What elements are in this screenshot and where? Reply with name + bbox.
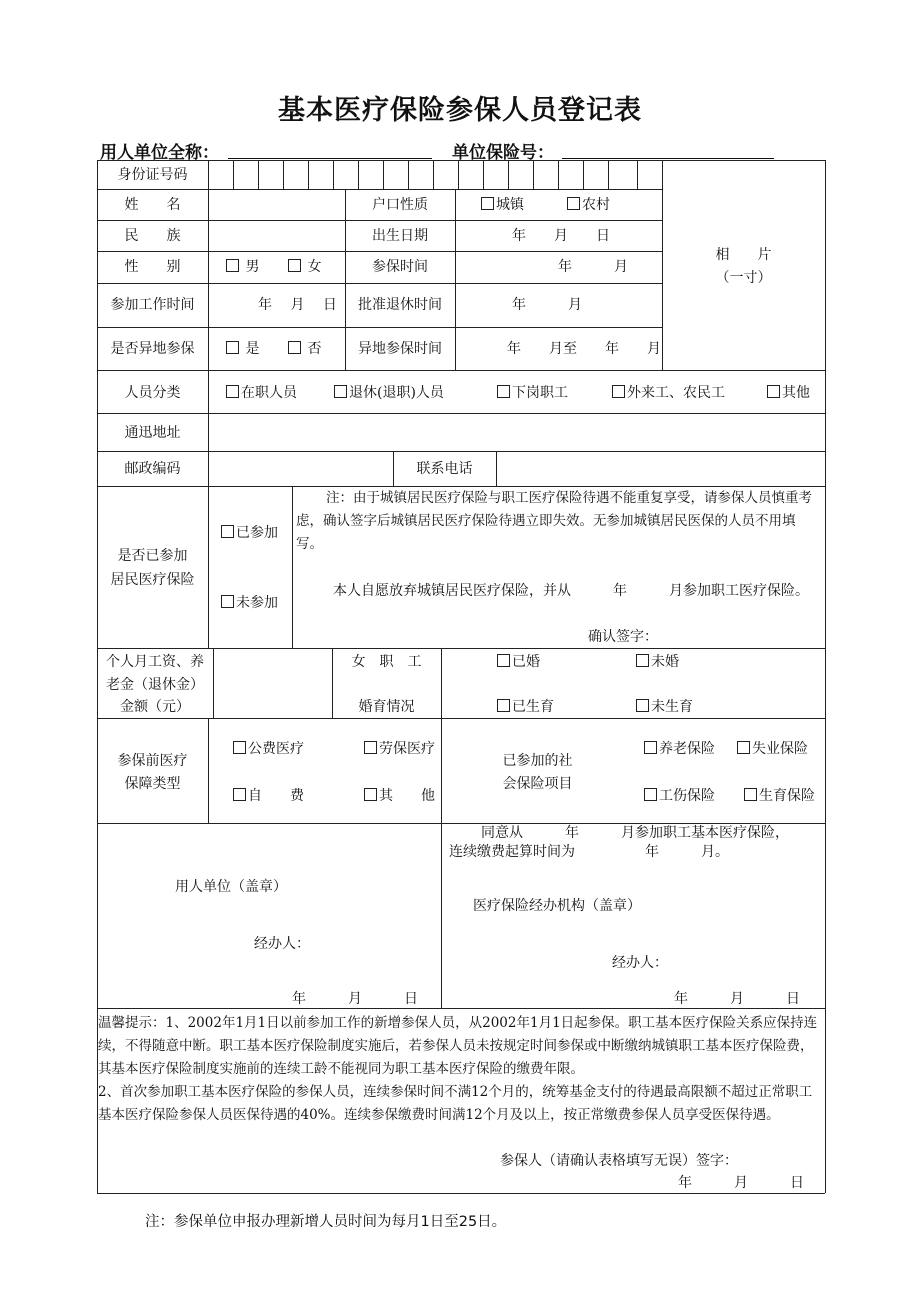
category-active-option[interactable]: 在职人员 bbox=[226, 384, 297, 402]
payment-start-text: 连续缴费起算时间为 年 月。 bbox=[449, 844, 729, 860]
id-digit-divider bbox=[458, 160, 459, 189]
gender-male-option[interactable]: 男 bbox=[226, 258, 259, 276]
married-option[interactable]: 已婚 bbox=[497, 653, 540, 671]
col-line bbox=[441, 648, 442, 1008]
address-field[interactable] bbox=[210, 418, 822, 448]
id-digit-divider bbox=[483, 160, 484, 189]
checkbox-icon bbox=[288, 341, 301, 354]
id-digit-divider bbox=[333, 160, 334, 189]
row-line bbox=[97, 413, 825, 414]
birth-date-label: 出生日期 bbox=[372, 228, 428, 244]
category-other-option[interactable]: 其他 bbox=[767, 384, 810, 402]
id-digit-divider bbox=[608, 160, 609, 189]
checkbox-icon bbox=[221, 525, 234, 538]
insured-time-label: 参保时间 bbox=[372, 259, 428, 275]
injury-insurance-option[interactable]: 工伤保险 bbox=[644, 787, 715, 805]
checkbox-icon bbox=[481, 197, 494, 210]
col-line bbox=[208, 718, 209, 823]
work-start-label: 参加工作时间 bbox=[110, 297, 195, 313]
hukou-rural-option[interactable]: 农村 bbox=[567, 196, 610, 214]
agency-handler-label: 经办人： bbox=[612, 955, 668, 971]
tips-paragraph-1: 温馨提示：1、2002年1月1日以前参加工作的新增参保人员，从2002年1月1日起参保。职工基本医疗保险关系应保持连续，不得随意中断。职工基本医疗保险制度实施后，若参保人员未按规定时间参保或中断缴纳城镇职工基本医疗保险费，其基本医疗保险制度实施前的连续工龄不能视同为职工基本医疗保险的缴费年限。 bbox=[98, 1015, 818, 1077]
col-line bbox=[292, 486, 293, 648]
labor-medical-option[interactable]: 劳保医疗 bbox=[364, 740, 435, 758]
id-number-label: 身份证号码 bbox=[117, 167, 188, 183]
name-label: 姓 名 bbox=[124, 197, 181, 213]
other-coverage-option[interactable]: 其 他 bbox=[364, 787, 435, 805]
checkbox-icon bbox=[233, 788, 246, 801]
insured-time-field[interactable]: 年 月 bbox=[558, 259, 628, 275]
hukou-urban-option[interactable]: 城镇 bbox=[481, 196, 524, 214]
checkbox-icon bbox=[636, 654, 649, 667]
maternity-insurance-option[interactable]: 生育保险 bbox=[744, 787, 815, 805]
remote-insured-label: 是否异地参保 bbox=[110, 341, 195, 357]
id-digit-divider bbox=[258, 160, 259, 189]
postcode-label: 邮政编码 bbox=[124, 461, 181, 477]
checkbox-icon bbox=[497, 699, 510, 712]
hukou-label: 户口性质 bbox=[372, 197, 428, 213]
form-title: 基本医疗保险参保人员登记表 bbox=[278, 95, 642, 126]
waiver-statement: 本人自愿放弃城镇居民医疗保险，并从 年 月参加职工医疗保险。 bbox=[333, 583, 809, 599]
remote-time-field[interactable]: 年 月至 年 月 bbox=[507, 341, 661, 357]
prior-coverage-label-1: 参保前医疗 bbox=[117, 753, 188, 769]
category-migrant-option[interactable]: 外来工、农民工 bbox=[612, 384, 725, 402]
checkbox-icon bbox=[644, 788, 657, 801]
footnote: 注：参保单位申报办理新增人员时间为每月1日至25日。 bbox=[145, 1214, 507, 1230]
id-digit-divider bbox=[637, 160, 638, 189]
id-digit-divider bbox=[433, 160, 434, 189]
agency-seal-label: 医疗保险经办机构（盖章） bbox=[473, 898, 641, 914]
marital-status-label: 婚育情况 bbox=[358, 699, 415, 715]
checkbox-icon bbox=[744, 788, 757, 801]
female-worker-label: 女 职 工 bbox=[351, 654, 422, 670]
agency-sign-date: 年 月 日 bbox=[674, 991, 800, 1007]
col-line bbox=[662, 160, 663, 370]
table-border-bottom bbox=[97, 1193, 825, 1194]
row-line bbox=[97, 220, 662, 221]
remote-time-label: 异地参保时间 bbox=[358, 341, 442, 357]
resident-notice: 注：由于城镇居民医疗保险与职工医疗保险待遇不能重复享受，请参保人员慎重考虑，确认签字后城镇居民医疗保险待遇立即失效。无参加城镇居民医保的人员不用填写。 bbox=[296, 490, 812, 552]
employer-sign-date: 年 月 日 bbox=[292, 991, 418, 1007]
unit-insurance-no-field[interactable] bbox=[562, 158, 774, 159]
checkbox-icon bbox=[221, 595, 234, 608]
tips-paragraph-2: 2、首次参加职工基本医疗保险的参保人员，连续参保时间不满12个月的，统筹基金支付的待遇最高限额不超过正常职工基本医疗保险参保人员医保待遇的40%。连续参保缴费时间满12个月及以上，按正常缴费参保人员享受医保待遇。 bbox=[98, 1084, 813, 1123]
unemployment-insurance-option[interactable]: 失业保险 bbox=[737, 740, 808, 758]
retire-time-field[interactable]: 年 月 bbox=[512, 297, 582, 313]
row-line bbox=[97, 189, 662, 190]
employer-name-label: 用人单位全称： bbox=[100, 143, 219, 163]
row-line bbox=[97, 1008, 825, 1009]
resident-insurance-label-1: 是否已参加 bbox=[117, 548, 188, 564]
id-digit-divider bbox=[583, 160, 584, 189]
checkbox-icon bbox=[233, 741, 246, 754]
ethnicity-label: 民 族 bbox=[124, 228, 181, 244]
checkbox-icon bbox=[767, 385, 780, 398]
checkbox-icon bbox=[226, 341, 239, 354]
category-retired-option[interactable]: 退休(退职)人员 bbox=[334, 384, 444, 402]
prior-coverage-label-2: 保障类型 bbox=[124, 776, 181, 792]
checkbox-icon bbox=[288, 259, 301, 272]
checkbox-icon bbox=[334, 385, 347, 398]
checkbox-icon bbox=[226, 385, 239, 398]
col-line bbox=[208, 486, 209, 648]
public-medical-option[interactable]: 公费医疗 bbox=[233, 740, 304, 758]
col-line bbox=[213, 648, 214, 718]
checkbox-icon bbox=[567, 197, 580, 210]
col-line bbox=[208, 370, 209, 486]
insured-signature-label: 参保人（请确认表格填写无误）签字： bbox=[500, 1153, 738, 1169]
remote-yes-option[interactable]: 是 bbox=[226, 340, 259, 358]
col-line bbox=[208, 160, 209, 370]
employer-name-field[interactable] bbox=[228, 158, 432, 159]
category-laidoff-option[interactable]: 下岗职工 bbox=[497, 384, 568, 402]
confirm-signature-label: 确认签字： bbox=[588, 629, 658, 645]
phone-label: 联系电话 bbox=[416, 461, 473, 477]
checkbox-icon bbox=[364, 741, 377, 754]
address-label: 通迅地址 bbox=[124, 425, 181, 441]
wage-label-1: 个人月工资、养 bbox=[106, 654, 204, 670]
checkbox-icon bbox=[497, 654, 510, 667]
gender-female-option[interactable]: 女 bbox=[288, 258, 321, 276]
id-digit-divider bbox=[533, 160, 534, 189]
photo-size-label: （一寸） bbox=[715, 270, 772, 286]
row-line bbox=[97, 283, 662, 284]
wage-label-3: 金额（元） bbox=[120, 699, 190, 715]
resident-insurance-label-2: 居民医疗保险 bbox=[110, 572, 195, 588]
pension-insurance-option[interactable]: 养老保险 bbox=[644, 740, 715, 758]
resident-joined-option[interactable]: 已参加 bbox=[221, 524, 278, 542]
id-digit-divider bbox=[358, 160, 359, 189]
unmarried-option[interactable]: 未婚 bbox=[636, 653, 679, 671]
row-line bbox=[97, 370, 825, 371]
row-line bbox=[97, 718, 825, 719]
checkbox-icon bbox=[226, 259, 239, 272]
id-digit-divider bbox=[508, 160, 509, 189]
table-border-top bbox=[97, 160, 825, 161]
social-insurance-label-2: 会保险项目 bbox=[502, 776, 573, 792]
agree-enroll-text: 同意从 年 月参加职工基本医疗保险， bbox=[481, 825, 789, 841]
id-digit-divider bbox=[558, 160, 559, 189]
id-digit-divider bbox=[408, 160, 409, 189]
checkbox-icon bbox=[497, 385, 510, 398]
given-birth-option[interactable]: 已生育 bbox=[497, 698, 554, 716]
gender-label: 性 别 bbox=[124, 259, 181, 275]
table-border-right bbox=[825, 160, 826, 1193]
checkbox-icon bbox=[644, 741, 657, 754]
row-line bbox=[97, 327, 662, 328]
birth-date-field[interactable]: 年 月 日 bbox=[512, 228, 610, 244]
row-line bbox=[97, 648, 825, 649]
id-digit-divider bbox=[308, 160, 309, 189]
id-digit-divider bbox=[283, 160, 284, 189]
employer-seal-label: 用人单位（盖章） bbox=[175, 879, 287, 895]
checkbox-icon bbox=[737, 741, 750, 754]
wage-label-2: 老金（退休金） bbox=[106, 677, 204, 693]
photo-label: 相 片 bbox=[715, 247, 772, 263]
checkbox-icon bbox=[636, 699, 649, 712]
unit-insurance-no-label: 单位保险号： bbox=[452, 143, 554, 163]
retire-time-label: 批准退休时间 bbox=[358, 297, 442, 313]
id-digit-divider bbox=[233, 160, 234, 189]
checkbox-icon bbox=[612, 385, 625, 398]
checkbox-icon bbox=[364, 788, 377, 801]
col-line bbox=[496, 451, 497, 486]
id-digit-divider bbox=[383, 160, 384, 189]
remote-no-option[interactable]: 否 bbox=[288, 340, 321, 358]
resident-not-joined-option[interactable]: 未参加 bbox=[221, 594, 278, 612]
social-insurance-label-1: 已参加的社 bbox=[502, 753, 573, 769]
employer-handler-label: 经办人： bbox=[254, 936, 310, 952]
self-pay-option[interactable]: 自 费 bbox=[233, 787, 304, 805]
insured-sign-date: 年 月 日 bbox=[678, 1175, 804, 1191]
no-birth-option[interactable]: 未生育 bbox=[636, 698, 693, 716]
row-line bbox=[97, 251, 662, 252]
row-line bbox=[97, 451, 825, 452]
category-label: 人员分类 bbox=[124, 385, 181, 401]
col-line bbox=[455, 189, 456, 370]
work-start-field[interactable]: 年 月 日 bbox=[258, 297, 337, 313]
